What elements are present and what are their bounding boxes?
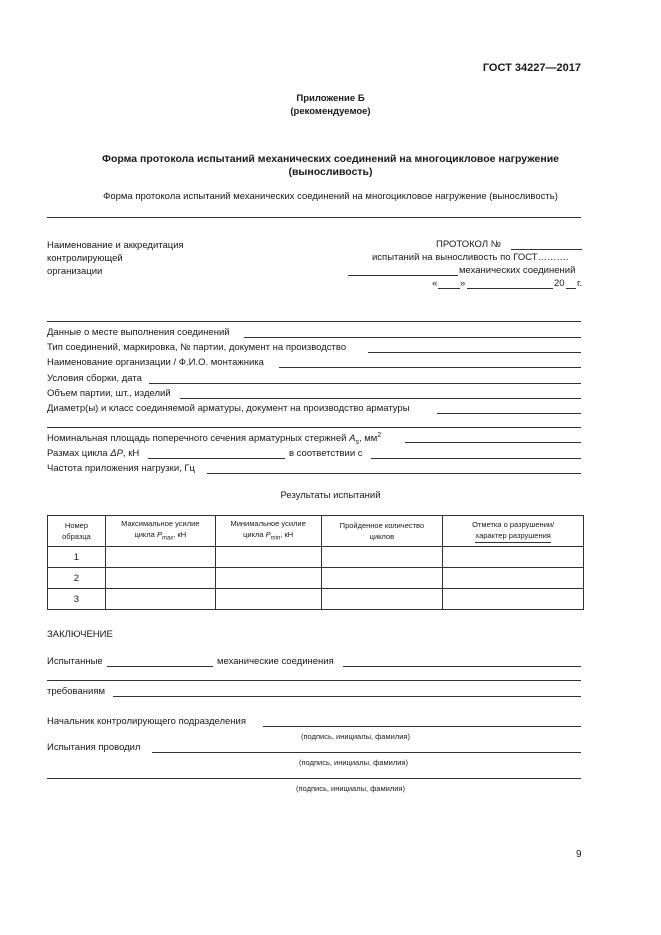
cycle-accord-label: в соответствии с (289, 448, 363, 459)
field-input-extra[interactable] (47, 427, 581, 428)
protocol-mech-label: механических соединений (459, 265, 576, 276)
header-sample-number-l2: образца (62, 532, 91, 541)
conducted-label: Испытания проводил (47, 742, 141, 753)
field-label-type: Тип соединений, маркировка, № партии, документ на производство (47, 342, 347, 353)
sample-number-cell: 3 (48, 589, 106, 610)
min-force-cell[interactable] (215, 589, 321, 610)
header-max-force (105, 516, 215, 547)
header-min-force-symbol: P (265, 529, 271, 539)
form-title (0, 153, 661, 179)
header-min-force-unit: , кН (280, 529, 294, 539)
protocol-number-label: ПРОТОКОЛ № (436, 239, 501, 250)
date-close-quote: » (460, 278, 466, 289)
divider-line (47, 217, 581, 218)
header-cycles (321, 516, 443, 547)
header-failure-l2: характер разрушения (475, 530, 550, 543)
results-header-row (48, 516, 584, 547)
area-text: Номинальная площадь поперечного сечения арматурных стержней (47, 433, 347, 445)
results-table (47, 515, 584, 610)
field-input-conditions[interactable] (149, 383, 581, 384)
field-input-diameter[interactable] (437, 413, 581, 414)
field-label-conditions: Условия сборки, дата (47, 373, 142, 384)
field-input-organization[interactable] (279, 367, 581, 368)
max-force-cell[interactable] (105, 568, 215, 589)
protocol-number-field[interactable] (511, 249, 582, 250)
conclusion-title: ЗАКЛЮЧЕНИЕ (47, 629, 113, 640)
min-force-cell[interactable] (215, 568, 321, 589)
appendix-title: Приложение Б (296, 93, 365, 104)
cycles-cell[interactable] (321, 547, 443, 568)
date-month-field[interactable] (467, 288, 553, 289)
table-row (48, 568, 584, 589)
area-symbol: A (349, 433, 356, 445)
date-year-field[interactable] (566, 288, 576, 289)
divider-line (47, 321, 581, 322)
header-sample-number-l1: Номер (64, 521, 88, 530)
signature-caption: (подпись, инициалы, фамилия) (299, 758, 408, 767)
header-sample-number (48, 516, 106, 547)
chief-signature-field[interactable] (263, 726, 581, 727)
requirements-label: требованиям (47, 686, 105, 697)
field-label-diameter: Диаметр(ы) и класс соединяемой арматуры, документ на производство арматуры (47, 403, 410, 414)
field-input-volume[interactable] (180, 398, 581, 399)
field-input-area[interactable] (405, 442, 581, 443)
table-row (48, 589, 584, 610)
signature-caption: (подпись, инициалы, фамилия) (301, 732, 410, 741)
header-min-force-l2: цикла (243, 529, 264, 539)
protocol-connection-field[interactable] (348, 275, 458, 276)
field-input-cycle[interactable] (148, 458, 285, 459)
date-year-suffix: г. (577, 278, 582, 289)
header-max-force-sub: max (161, 535, 174, 542)
field-label-frequency: Частота приложения нагрузки, Гц (47, 463, 195, 474)
date-day-field[interactable] (438, 288, 460, 289)
cycles-cell[interactable] (321, 589, 443, 610)
header-max-force-l1: Максимальное усилие (121, 518, 200, 528)
mech-connections-field[interactable] (343, 666, 581, 667)
sample-number-cell: 1 (48, 547, 106, 568)
second-signature-field[interactable] (47, 778, 581, 779)
header-min-force (215, 516, 321, 547)
signature-caption: (подпись, инициалы, фамилия) (296, 784, 405, 793)
field-label-organization: Наименование организации / Ф.И.О. монтажника (47, 357, 264, 368)
chief-label: Начальник контролирующего подразделения (47, 716, 246, 727)
failure-cell[interactable] (443, 547, 584, 568)
document-code: ГОСТ 34227—2017 (482, 62, 581, 74)
table-row (48, 547, 584, 568)
cycle-text: Размах цикла (47, 448, 108, 459)
field-input-accord[interactable] (371, 458, 581, 459)
area-superscript: 2 (377, 432, 382, 439)
page-number: 9 (576, 849, 582, 860)
header-min-force-l1: Минимальное усилие (230, 518, 306, 528)
header-min-force-sub: min (270, 535, 281, 542)
form-title-line2: (выносливость) (288, 166, 373, 178)
protocol-gost-label: испытаний на выносливость по ГОСТ………. (372, 252, 569, 263)
mech-connections-label: механические соединения (217, 656, 334, 667)
org-label-line2: контролирующей (47, 253, 123, 264)
date-year-prefix: 20 (554, 278, 565, 289)
field-label-cycle (47, 448, 139, 459)
cycle-symbol: ΔP (110, 448, 123, 459)
area-unit: , мм (358, 433, 378, 445)
field-input-type[interactable] (368, 352, 581, 353)
header-cycles-l2: циклов (369, 532, 395, 541)
header-cycles-l1: Пройденное количество (339, 521, 425, 530)
field-label-place: Данные о месте выполнения соединений (47, 327, 230, 338)
appendix-subtitle: (рекомендуемое) (290, 106, 371, 117)
org-label (47, 239, 184, 278)
form-subtitle: Форма протокола испытаний механических соединений на многоцикловое нагружение (выносливость) (103, 191, 558, 202)
cycles-cell[interactable] (321, 568, 443, 589)
requirements-field[interactable] (113, 696, 581, 697)
conclusion-extra-field[interactable] (47, 680, 581, 681)
appendix-heading (0, 92, 661, 118)
org-label-line3: организации (47, 266, 103, 277)
field-input-frequency[interactable] (207, 473, 581, 474)
results-title: Результаты испытаний (280, 490, 381, 501)
header-max-force-symbol: P (156, 529, 162, 539)
field-input-place[interactable] (244, 337, 581, 338)
failure-cell[interactable] (443, 568, 584, 589)
max-force-cell[interactable] (105, 589, 215, 610)
conducted-signature-field[interactable] (152, 752, 581, 753)
field-label-area (47, 432, 381, 446)
header-max-force-l2: цикла (134, 529, 155, 539)
org-label-line1: Наименование и аккредитация (47, 240, 184, 251)
min-force-cell[interactable] (215, 547, 321, 568)
tested-field[interactable] (107, 666, 213, 667)
header-max-force-unit: , кН (173, 529, 187, 539)
field-label-volume: Объем партии, шт., изделий (47, 388, 171, 399)
form-title-line1: Форма протокола испытаний механических соединений на многоцикловое нагружение (101, 153, 559, 165)
cycle-unit: , кН (122, 448, 140, 459)
area-subscript: s (355, 439, 359, 447)
max-force-cell[interactable] (105, 547, 215, 568)
header-failure (443, 516, 584, 547)
tested-label: Испытанные (47, 656, 103, 667)
sample-number-cell: 2 (48, 568, 106, 589)
failure-cell[interactable] (443, 589, 584, 610)
date-open-quote: « (432, 278, 438, 289)
header-failure-l1: Отметка о разрушении/ (472, 520, 555, 529)
